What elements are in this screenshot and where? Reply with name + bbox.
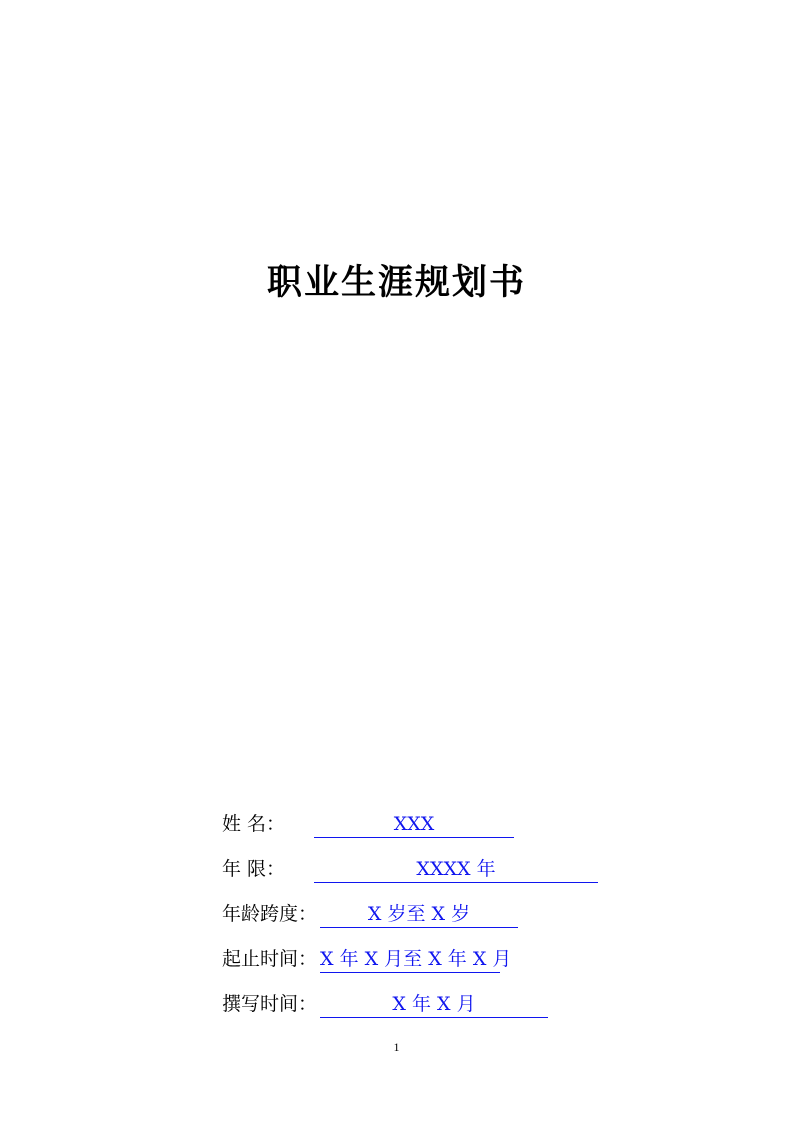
field-value-period[interactable]: X 年 X 月至 X 年 X 月 [320,947,500,973]
page-number: 1 [393,1040,400,1054]
field-label-years: 年 限： [222,858,286,880]
field-value-age-range[interactable]: X 岁至 X 岁 [320,902,518,928]
field-value-years[interactable]: XXXX 年 [314,857,598,883]
page-title: 职业生涯规划书 [266,262,526,303]
field-row-age-range [222,902,722,928]
cover-fields [222,812,722,1037]
field-label-period: 起止时间： [222,948,318,970]
field-row-years [222,857,722,883]
field-value-name[interactable]: XXX [314,812,514,838]
field-label-age-range: 年龄跨度： [222,903,318,925]
field-label-written-date: 撰写时间： [222,993,318,1015]
field-value-written-date[interactable]: X 年 X 月 [320,992,548,1018]
field-row-period [222,947,722,973]
field-row-name [222,812,722,838]
field-row-written-date [222,992,722,1018]
field-label-name: 姓 名： [222,813,286,835]
